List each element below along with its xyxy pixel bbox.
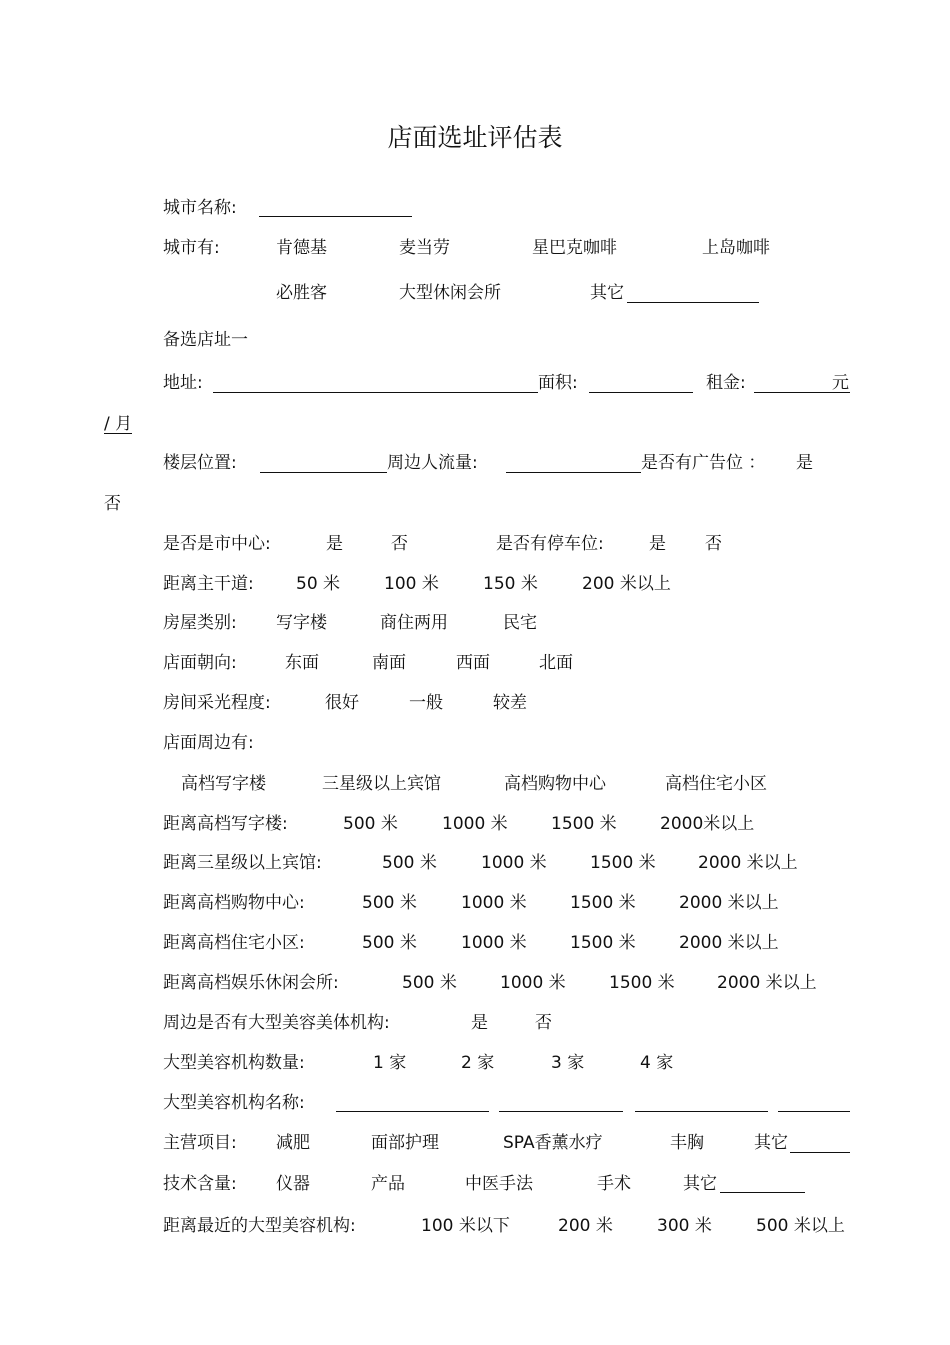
traffic-label: 周边人流量: <box>387 453 478 473</box>
nearest-beauty-label: 距离最近的大型美容机构: <box>163 1216 356 1236</box>
main-road-100[interactable]: 100 米 <box>384 574 439 594</box>
surroundings-label: 店面周边有: <box>163 733 254 753</box>
main-items-other-field[interactable] <box>790 1152 850 1153</box>
dist-office-500[interactable]: 500 米 <box>343 814 398 834</box>
city-center-label: 是否是市中心: <box>163 534 271 554</box>
dist-residential-500[interactable]: 500 米 <box>362 933 417 953</box>
address-label: 地址: <box>163 373 203 393</box>
lighting-poor[interactable]: 较差 <box>493 693 527 713</box>
other-field[interactable] <box>627 302 759 303</box>
option-starbucks[interactable]: 星巴克咖啡 <box>532 238 617 258</box>
city-center-yes[interactable]: 是 <box>326 534 343 554</box>
beauty-nearby-no[interactable]: 否 <box>535 1013 552 1033</box>
dist-residential-2000plus[interactable]: 2000 米以上 <box>679 933 779 953</box>
option-mcdonalds[interactable]: 麦当劳 <box>399 238 450 258</box>
rent-unit-underline <box>104 433 132 434</box>
orientation-label: 店面朝向: <box>163 653 237 673</box>
dist-club-500[interactable]: 500 米 <box>402 973 457 993</box>
city-has-label: 城市有: <box>163 238 220 258</box>
parking-label: 是否有停车位: <box>496 534 604 554</box>
ad-yes[interactable]: 是 <box>796 453 813 473</box>
dist-hotel-1500[interactable]: 1500 米 <box>590 853 656 873</box>
dist-club-label: 距离高档娱乐休闲会所: <box>163 973 339 993</box>
ad-no[interactable]: 否 <box>104 494 121 514</box>
rent-unit-yuan: 元 <box>832 373 849 393</box>
dist-office-1500[interactable]: 1500 米 <box>551 814 617 834</box>
main-road-200plus[interactable]: 200 米以上 <box>582 574 671 594</box>
lighting-label: 房间采光程度: <box>163 693 271 713</box>
beauty-name-field-3[interactable] <box>635 1111 768 1112</box>
beauty-name-field-4[interactable] <box>778 1111 850 1112</box>
house-type-mixed[interactable]: 商住两用 <box>380 613 448 633</box>
tech-product[interactable]: 产品 <box>371 1174 405 1194</box>
orientation-north[interactable]: 北面 <box>539 653 573 673</box>
beauty-nearby-yes[interactable]: 是 <box>471 1013 488 1033</box>
orientation-south[interactable]: 南面 <box>372 653 406 673</box>
area-label: 面积: <box>538 373 578 393</box>
main-items-other[interactable]: 其它 <box>754 1133 788 1153</box>
beauty-count-1[interactable]: 1 家 <box>373 1053 407 1073</box>
rent-unit-month: / 月 <box>104 414 133 434</box>
house-type-label: 房屋类别: <box>163 613 237 633</box>
surroundings-mall[interactable]: 高档购物中心 <box>504 774 606 794</box>
beauty-count-2[interactable]: 2 家 <box>461 1053 495 1073</box>
dist-hotel-2000plus[interactable]: 2000 米以上 <box>698 853 798 873</box>
tech-tcm[interactable]: 中医手法 <box>465 1174 533 1194</box>
main-road-50[interactable]: 50 米 <box>296 574 341 594</box>
dist-residential-1500[interactable]: 1500 米 <box>570 933 636 953</box>
dist-mall-1500[interactable]: 1500 米 <box>570 893 636 913</box>
city-name-field[interactable] <box>259 216 412 217</box>
main-road-label: 距离主干道: <box>163 574 254 594</box>
lighting-average[interactable]: 一般 <box>409 693 443 713</box>
site-heading: 备选店址一 <box>163 330 248 350</box>
surroundings-office[interactable]: 高档写字楼 <box>181 774 266 794</box>
address-field[interactable] <box>213 392 538 393</box>
floor-field[interactable] <box>260 472 387 473</box>
main-items-facial[interactable]: 面部护理 <box>371 1133 439 1153</box>
main-items-spa[interactable]: SPA香薰水疗 <box>503 1133 603 1153</box>
orientation-west[interactable]: 西面 <box>456 653 490 673</box>
beauty-count-4[interactable]: 4 家 <box>640 1053 674 1073</box>
dist-hotel-1000[interactable]: 1000 米 <box>481 853 547 873</box>
dist-mall-500[interactable]: 500 米 <box>362 893 417 913</box>
orientation-east[interactable]: 东面 <box>285 653 319 673</box>
main-items-breast[interactable]: 丰胸 <box>670 1133 704 1153</box>
lighting-good[interactable]: 很好 <box>325 693 359 713</box>
surroundings-residential[interactable]: 高档住宅小区 <box>665 774 767 794</box>
tech-other-field[interactable] <box>720 1192 805 1193</box>
dist-office-label: 距离高档写字楼: <box>163 814 288 834</box>
nearest-beauty-under100[interactable]: 100 米以下 <box>421 1216 510 1236</box>
page-title: 店面选址评估表 <box>387 123 563 152</box>
floor-label: 楼层位置: <box>163 453 237 473</box>
dist-residential-label: 距离高档住宅小区: <box>163 933 305 953</box>
tech-other[interactable]: 其它 <box>683 1174 717 1194</box>
beauty-name-field-2[interactable] <box>499 1111 623 1112</box>
city-center-no[interactable]: 否 <box>391 534 408 554</box>
nearest-beauty-500plus[interactable]: 500 米以上 <box>756 1216 845 1236</box>
main-items-slimming[interactable]: 减肥 <box>276 1133 310 1153</box>
option-pizzahut[interactable]: 必胜客 <box>276 283 327 303</box>
dist-residential-1000[interactable]: 1000 米 <box>461 933 527 953</box>
option-kfc[interactable]: 肯德基 <box>276 238 327 258</box>
dist-office-1000[interactable]: 1000 米 <box>442 814 508 834</box>
beauty-count-label: 大型美容机构数量: <box>163 1053 305 1073</box>
house-type-residential[interactable]: 民宅 <box>503 613 537 633</box>
rent-label: 租金: <box>706 373 746 393</box>
tech-surgery[interactable]: 手术 <box>597 1174 631 1194</box>
surroundings-hotel[interactable]: 三星级以上宾馆 <box>322 774 441 794</box>
nearest-beauty-300[interactable]: 300 米 <box>657 1216 712 1236</box>
beauty-name-field-1[interactable] <box>336 1111 489 1112</box>
beauty-names-label: 大型美容机构名称: <box>163 1093 305 1113</box>
city-name-label: 城市名称: <box>163 198 237 218</box>
house-type-office[interactable]: 写字楼 <box>276 613 327 633</box>
dist-mall-2000plus[interactable]: 2000 米以上 <box>679 893 779 913</box>
parking-no[interactable]: 否 <box>705 534 722 554</box>
dist-mall-1000[interactable]: 1000 米 <box>461 893 527 913</box>
dist-club-1000[interactable]: 1000 米 <box>500 973 566 993</box>
dist-club-1500[interactable]: 1500 米 <box>609 973 675 993</box>
dist-office-2000plus[interactable]: 2000米以上 <box>660 814 755 834</box>
traffic-field[interactable] <box>506 472 641 473</box>
dist-hotel-500[interactable]: 500 米 <box>382 853 437 873</box>
beauty-nearby-label: 周边是否有大型美容美体机构: <box>163 1013 390 1033</box>
parking-yes[interactable]: 是 <box>649 534 666 554</box>
dist-club-2000plus[interactable]: 2000 米以上 <box>717 973 817 993</box>
option-leisure-club[interactable]: 大型休闲会所 <box>399 283 501 303</box>
dist-mall-label: 距离高档购物中心: <box>163 893 305 913</box>
main-items-label: 主营项目: <box>163 1133 237 1153</box>
beauty-count-3[interactable]: 3 家 <box>551 1053 585 1073</box>
tech-label: 技术含量: <box>163 1174 237 1194</box>
dist-hotel-label: 距离三星级以上宾馆: <box>163 853 322 873</box>
option-ueshima[interactable]: 上岛咖啡 <box>702 238 770 258</box>
tech-instrument[interactable]: 仪器 <box>276 1174 310 1194</box>
option-other[interactable]: 其它 <box>590 283 624 303</box>
main-road-150[interactable]: 150 米 <box>483 574 538 594</box>
nearest-beauty-200[interactable]: 200 米 <box>558 1216 613 1236</box>
area-field[interactable] <box>589 392 693 393</box>
ad-label: 是否有广告位 ： <box>641 453 766 473</box>
